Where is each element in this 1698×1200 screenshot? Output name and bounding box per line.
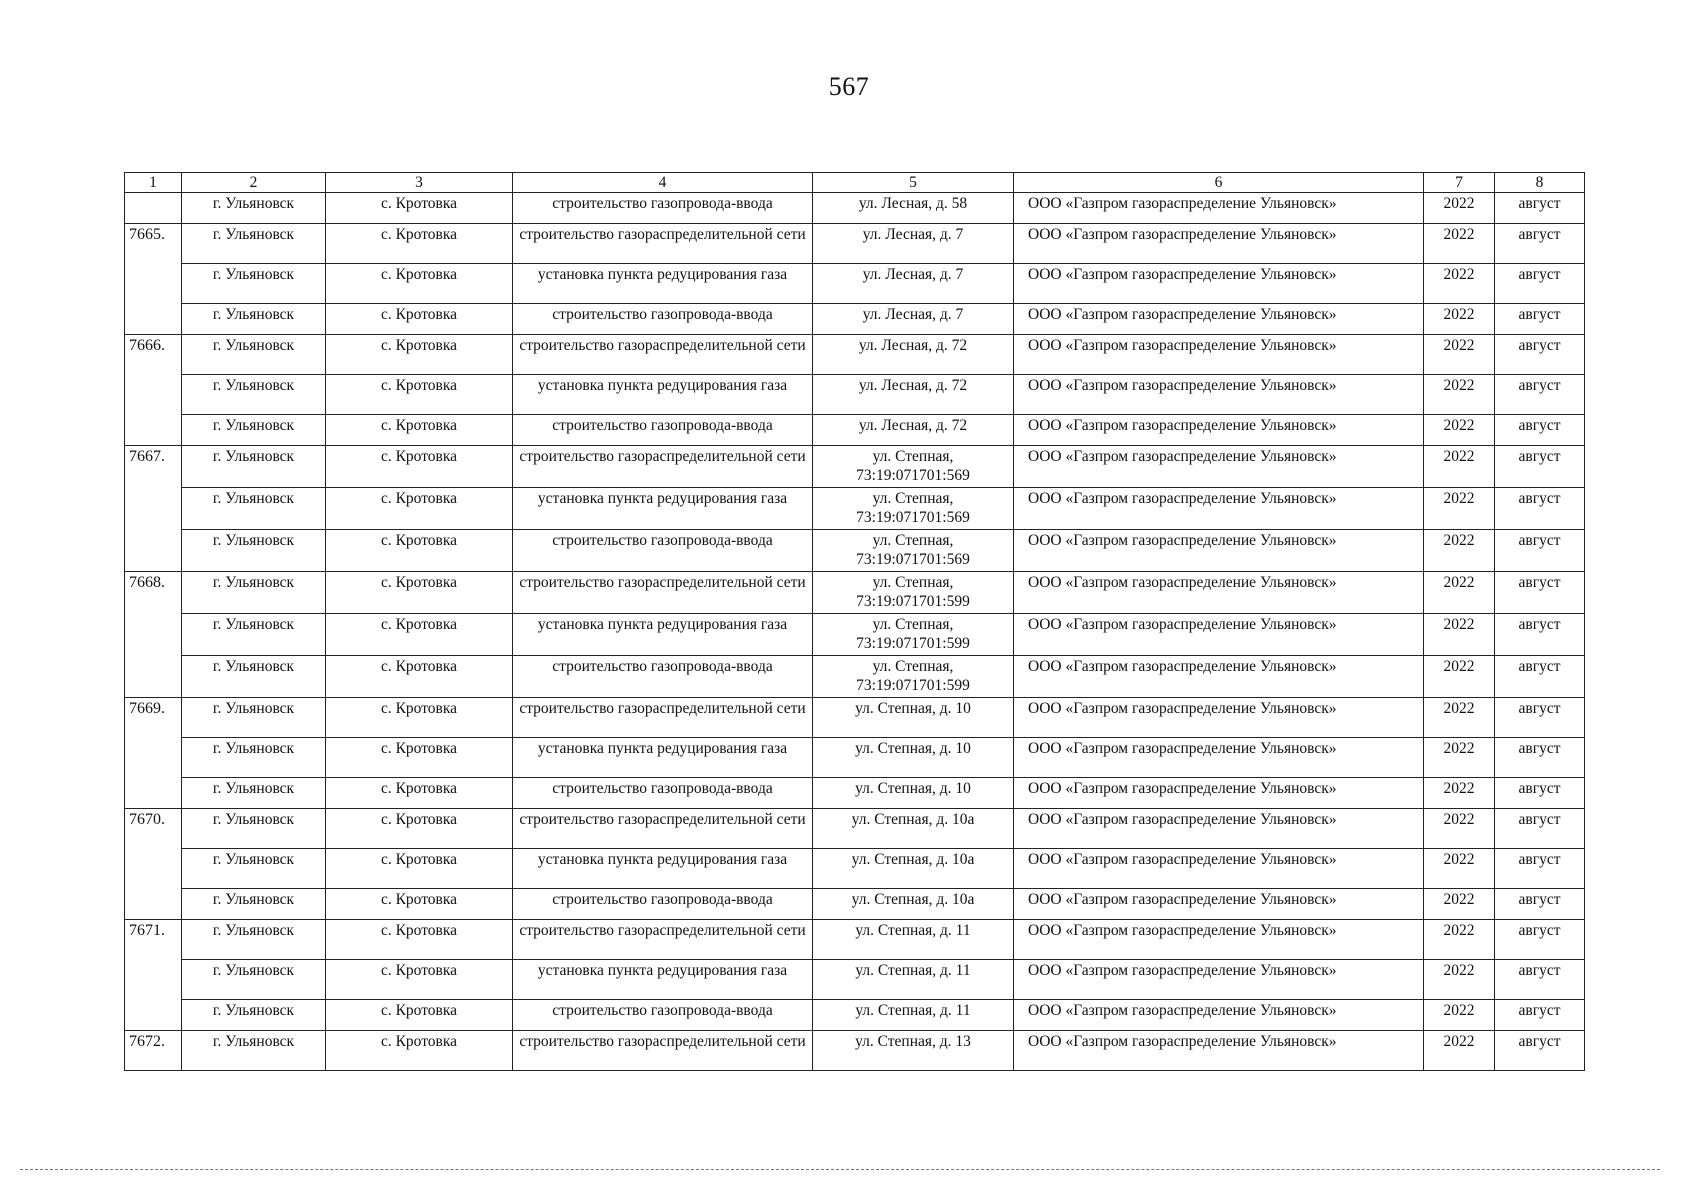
organization-cell: ООО «Газпром газораспределение Ульяновск» bbox=[1014, 1000, 1424, 1031]
row-number-cell bbox=[125, 193, 182, 224]
year-cell: 2022 bbox=[1424, 1031, 1495, 1071]
organization-cell: ООО «Газпром газораспределение Ульяновск» bbox=[1014, 264, 1424, 304]
organization-cell: ООО «Газпром газораспределение Ульяновск» bbox=[1014, 335, 1424, 375]
organization-cell: ООО «Газпром газораспределение Ульяновск» bbox=[1014, 698, 1424, 738]
city-cell: г. Ульяновск bbox=[182, 572, 326, 614]
table-row bbox=[125, 488, 1585, 530]
work-type-cell: установка пункта редуцирования газа bbox=[513, 264, 813, 304]
row-number-cell bbox=[125, 415, 182, 446]
row-number-cell bbox=[125, 304, 182, 335]
city-cell: г. Ульяновск bbox=[182, 335, 326, 375]
table-row bbox=[125, 224, 1585, 264]
address-cell: ул. Степная, 73:19:071701:599 bbox=[813, 656, 1014, 698]
year-cell: 2022 bbox=[1424, 809, 1495, 849]
city-cell: г. Ульяновск bbox=[182, 614, 326, 656]
table-row bbox=[125, 889, 1585, 920]
village-cell: с. Кротовка bbox=[326, 809, 513, 849]
year-cell: 2022 bbox=[1424, 415, 1495, 446]
month-cell: август bbox=[1495, 1031, 1585, 1071]
month-cell: август bbox=[1495, 193, 1585, 224]
table-row bbox=[125, 375, 1585, 415]
row-number-cell: 7671. bbox=[125, 920, 182, 960]
work-type-cell: установка пункта редуцирования газа bbox=[513, 960, 813, 1000]
village-cell: с. Кротовка bbox=[326, 193, 513, 224]
document-table-container bbox=[124, 172, 1584, 1071]
table-row bbox=[125, 738, 1585, 778]
year-cell: 2022 bbox=[1424, 698, 1495, 738]
month-cell: август bbox=[1495, 960, 1585, 1000]
organization-cell: ООО «Газпром газораспределение Ульяновск» bbox=[1014, 1031, 1424, 1071]
village-cell: с. Кротовка bbox=[326, 530, 513, 572]
organization-cell: ООО «Газпром газораспределение Ульяновск» bbox=[1014, 614, 1424, 656]
header-cell-1: 1 bbox=[125, 173, 182, 193]
work-type-cell: строительство газораспределительной сети bbox=[513, 224, 813, 264]
city-cell: г. Ульяновск bbox=[182, 193, 326, 224]
address-cell: ул. Лесная, д. 72 bbox=[813, 375, 1014, 415]
work-type-cell: строительство газораспределительной сети bbox=[513, 698, 813, 738]
table-row bbox=[125, 1000, 1585, 1031]
city-cell: г. Ульяновск bbox=[182, 530, 326, 572]
work-type-cell: строительство газораспределительной сети bbox=[513, 809, 813, 849]
address-cell: ул. Степная, д. 13 bbox=[813, 1031, 1014, 1071]
village-cell: с. Кротовка bbox=[326, 375, 513, 415]
month-cell: август bbox=[1495, 1000, 1585, 1031]
address-cell: ул. Лесная, д. 7 bbox=[813, 264, 1014, 304]
bottom-scan-edge-line bbox=[20, 1169, 1660, 1170]
organization-cell: ООО «Газпром газораспределение Ульяновск» bbox=[1014, 488, 1424, 530]
header-cell-6: 6 bbox=[1014, 173, 1424, 193]
city-cell: г. Ульяновск bbox=[182, 224, 326, 264]
row-number-cell bbox=[125, 375, 182, 415]
row-number-cell bbox=[125, 849, 182, 889]
organization-cell: ООО «Газпром газораспределение Ульяновск» bbox=[1014, 656, 1424, 698]
row-number-cell bbox=[125, 960, 182, 1000]
month-cell: август bbox=[1495, 656, 1585, 698]
village-cell: с. Кротовка bbox=[326, 614, 513, 656]
village-cell: с. Кротовка bbox=[326, 224, 513, 264]
work-type-cell: строительство газораспределительной сети bbox=[513, 1031, 813, 1071]
city-cell: г. Ульяновск bbox=[182, 889, 326, 920]
address-cell: ул. Степная, д. 10а bbox=[813, 809, 1014, 849]
address-cell: ул. Степная, 73:19:071701:569 bbox=[813, 446, 1014, 488]
table-row bbox=[125, 960, 1585, 1000]
month-cell: август bbox=[1495, 614, 1585, 656]
work-type-cell: строительство газопровода-ввода bbox=[513, 304, 813, 335]
city-cell: г. Ульяновск bbox=[182, 849, 326, 889]
table-row bbox=[125, 415, 1585, 446]
organization-cell: ООО «Газпром газораспределение Ульяновск» bbox=[1014, 572, 1424, 614]
month-cell: август bbox=[1495, 849, 1585, 889]
month-cell: август bbox=[1495, 488, 1585, 530]
village-cell: с. Кротовка bbox=[326, 656, 513, 698]
work-type-cell: установка пункта редуцирования газа bbox=[513, 738, 813, 778]
year-cell: 2022 bbox=[1424, 960, 1495, 1000]
village-cell: с. Кротовка bbox=[326, 1031, 513, 1071]
organization-cell: ООО «Газпром газораспределение Ульяновск» bbox=[1014, 920, 1424, 960]
row-number-cell: 7672. bbox=[125, 1031, 182, 1071]
work-type-cell: строительство газопровода-ввода bbox=[513, 889, 813, 920]
month-cell: август bbox=[1495, 224, 1585, 264]
address-cell: ул. Степная, д. 10 bbox=[813, 698, 1014, 738]
address-cell: ул. Степная, д. 10 bbox=[813, 738, 1014, 778]
row-number-cell: 7670. bbox=[125, 809, 182, 849]
row-number-cell: 7668. bbox=[125, 572, 182, 614]
address-cell: ул. Лесная, д. 72 bbox=[813, 335, 1014, 375]
work-type-cell: установка пункта редуцирования газа bbox=[513, 375, 813, 415]
work-type-cell: строительство газопровода-ввода bbox=[513, 1000, 813, 1031]
row-number-cell bbox=[125, 530, 182, 572]
organization-cell: ООО «Газпром газораспределение Ульяновск» bbox=[1014, 224, 1424, 264]
village-cell: с. Кротовка bbox=[326, 738, 513, 778]
month-cell: август bbox=[1495, 698, 1585, 738]
header-row bbox=[125, 173, 1585, 193]
city-cell: г. Ульяновск bbox=[182, 1000, 326, 1031]
header-cell-3: 3 bbox=[326, 173, 513, 193]
row-number-cell bbox=[125, 778, 182, 809]
work-type-cell: строительство газораспределительной сети bbox=[513, 920, 813, 960]
month-cell: август bbox=[1495, 738, 1585, 778]
organization-cell: ООО «Газпром газораспределение Ульяновск» bbox=[1014, 304, 1424, 335]
row-number-cell bbox=[125, 889, 182, 920]
month-cell: август bbox=[1495, 809, 1585, 849]
month-cell: август bbox=[1495, 778, 1585, 809]
table-body bbox=[125, 193, 1585, 1071]
row-number-cell: 7667. bbox=[125, 446, 182, 488]
row-number-cell bbox=[125, 488, 182, 530]
table-row bbox=[125, 335, 1585, 375]
village-cell: с. Кротовка bbox=[326, 1000, 513, 1031]
work-type-cell: строительство газораспределительной сети bbox=[513, 572, 813, 614]
address-cell: ул. Степная, 73:19:071701:569 bbox=[813, 530, 1014, 572]
address-cell: ул. Степная, д. 10 bbox=[813, 778, 1014, 809]
page-number: 567 bbox=[828, 72, 870, 101]
city-cell: г. Ульяновск bbox=[182, 446, 326, 488]
village-cell: с. Кротовка bbox=[326, 778, 513, 809]
address-cell: ул. Лесная, д. 72 bbox=[813, 415, 1014, 446]
organization-cell: ООО «Газпром газораспределение Ульяновск» bbox=[1014, 530, 1424, 572]
month-cell: август bbox=[1495, 920, 1585, 960]
table-row bbox=[125, 446, 1585, 488]
village-cell: с. Кротовка bbox=[326, 572, 513, 614]
city-cell: г. Ульяновск bbox=[182, 920, 326, 960]
village-cell: с. Кротовка bbox=[326, 698, 513, 738]
table-row bbox=[125, 656, 1585, 698]
header-cell-5: 5 bbox=[813, 173, 1014, 193]
year-cell: 2022 bbox=[1424, 304, 1495, 335]
month-cell: август bbox=[1495, 530, 1585, 572]
year-cell: 2022 bbox=[1424, 193, 1495, 224]
address-cell: ул. Степная, д. 11 bbox=[813, 920, 1014, 960]
header-cell-4: 4 bbox=[513, 173, 813, 193]
month-cell: август bbox=[1495, 304, 1585, 335]
village-cell: с. Кротовка bbox=[326, 849, 513, 889]
address-cell: ул. Степная, д. 11 bbox=[813, 1000, 1014, 1031]
city-cell: г. Ульяновск bbox=[182, 415, 326, 446]
organization-cell: ООО «Газпром газораспределение Ульяновск» bbox=[1014, 778, 1424, 809]
header-cell-8: 8 bbox=[1495, 173, 1585, 193]
header-cell-7: 7 bbox=[1424, 173, 1495, 193]
year-cell: 2022 bbox=[1424, 738, 1495, 778]
address-cell: ул. Степная, д. 10а bbox=[813, 889, 1014, 920]
year-cell: 2022 bbox=[1424, 572, 1495, 614]
city-cell: г. Ульяновск bbox=[182, 488, 326, 530]
work-type-cell: установка пункта редуцирования газа bbox=[513, 614, 813, 656]
row-number-cell bbox=[125, 614, 182, 656]
year-cell: 2022 bbox=[1424, 488, 1495, 530]
organization-cell: ООО «Газпром газораспределение Ульяновск» bbox=[1014, 446, 1424, 488]
year-cell: 2022 bbox=[1424, 375, 1495, 415]
village-cell: с. Кротовка bbox=[326, 960, 513, 1000]
organization-cell: ООО «Газпром газораспределение Ульяновск» bbox=[1014, 889, 1424, 920]
work-type-cell: строительство газопровода-ввода bbox=[513, 530, 813, 572]
month-cell: август bbox=[1495, 415, 1585, 446]
city-cell: г. Ульяновск bbox=[182, 809, 326, 849]
village-cell: с. Кротовка bbox=[326, 920, 513, 960]
city-cell: г. Ульяновск bbox=[182, 375, 326, 415]
village-cell: с. Кротовка bbox=[326, 264, 513, 304]
work-type-cell: строительство газораспределительной сети bbox=[513, 335, 813, 375]
work-type-cell: установка пункта редуцирования газа bbox=[513, 488, 813, 530]
month-cell: август bbox=[1495, 889, 1585, 920]
village-cell: с. Кротовка bbox=[326, 304, 513, 335]
month-cell: август bbox=[1495, 446, 1585, 488]
address-cell: ул. Степная, д. 11 bbox=[813, 960, 1014, 1000]
row-number-cell: 7669. bbox=[125, 698, 182, 738]
year-cell: 2022 bbox=[1424, 920, 1495, 960]
village-cell: с. Кротовка bbox=[326, 889, 513, 920]
year-cell: 2022 bbox=[1424, 656, 1495, 698]
month-cell: август bbox=[1495, 572, 1585, 614]
table-row bbox=[125, 530, 1585, 572]
address-cell: ул. Степная, 73:19:071701:599 bbox=[813, 614, 1014, 656]
month-cell: август bbox=[1495, 335, 1585, 375]
village-cell: с. Кротовка bbox=[326, 415, 513, 446]
city-cell: г. Ульяновск bbox=[182, 960, 326, 1000]
year-cell: 2022 bbox=[1424, 1000, 1495, 1031]
table-row bbox=[125, 849, 1585, 889]
work-type-cell: строительство газопровода-ввода bbox=[513, 656, 813, 698]
row-number-cell bbox=[125, 264, 182, 304]
organization-cell: ООО «Газпром газораспределение Ульяновск» bbox=[1014, 738, 1424, 778]
city-cell: г. Ульяновск bbox=[182, 778, 326, 809]
organization-cell: ООО «Газпром газораспределение Ульяновск» bbox=[1014, 375, 1424, 415]
row-number-cell bbox=[125, 738, 182, 778]
city-cell: г. Ульяновск bbox=[182, 1031, 326, 1071]
year-cell: 2022 bbox=[1424, 614, 1495, 656]
row-number-cell bbox=[125, 1000, 182, 1031]
table-row bbox=[125, 778, 1585, 809]
work-type-cell: строительство газопровода-ввода bbox=[513, 778, 813, 809]
organization-cell: ООО «Газпром газораспределение Ульяновск» bbox=[1014, 809, 1424, 849]
city-cell: г. Ульяновск bbox=[182, 698, 326, 738]
address-cell: ул. Лесная, д. 7 bbox=[813, 224, 1014, 264]
year-cell: 2022 bbox=[1424, 224, 1495, 264]
village-cell: с. Кротовка bbox=[326, 488, 513, 530]
work-type-cell: строительство газопровода-ввода bbox=[513, 415, 813, 446]
organization-cell: ООО «Газпром газораспределение Ульяновск» bbox=[1014, 960, 1424, 1000]
row-number-cell: 7665. bbox=[125, 224, 182, 264]
organization-cell: ООО «Газпром газораспределение Ульяновск» bbox=[1014, 415, 1424, 446]
table-row bbox=[125, 193, 1585, 224]
address-cell: ул. Лесная, д. 58 bbox=[813, 193, 1014, 224]
village-cell: с. Кротовка bbox=[326, 446, 513, 488]
city-cell: г. Ульяновск bbox=[182, 264, 326, 304]
row-number-cell bbox=[125, 656, 182, 698]
year-cell: 2022 bbox=[1424, 530, 1495, 572]
table-row bbox=[125, 698, 1585, 738]
table-row bbox=[125, 572, 1585, 614]
year-cell: 2022 bbox=[1424, 446, 1495, 488]
city-cell: г. Ульяновск bbox=[182, 304, 326, 335]
city-cell: г. Ульяновск bbox=[182, 738, 326, 778]
address-cell: ул. Степная, 73:19:071701:599 bbox=[813, 572, 1014, 614]
table-row bbox=[125, 809, 1585, 849]
organization-cell: ООО «Газпром газораспределение Ульяновск» bbox=[1014, 193, 1424, 224]
table-row bbox=[125, 1031, 1585, 1071]
organization-cell: ООО «Газпром газораспределение Ульяновск» bbox=[1014, 849, 1424, 889]
table-row bbox=[125, 920, 1585, 960]
table-row bbox=[125, 304, 1585, 335]
address-cell: ул. Степная, 73:19:071701:569 bbox=[813, 488, 1014, 530]
work-type-cell: строительство газораспределительной сети bbox=[513, 446, 813, 488]
year-cell: 2022 bbox=[1424, 849, 1495, 889]
table-row bbox=[125, 614, 1585, 656]
city-cell: г. Ульяновск bbox=[182, 656, 326, 698]
month-cell: август bbox=[1495, 375, 1585, 415]
year-cell: 2022 bbox=[1424, 778, 1495, 809]
work-type-cell: строительство газопровода-ввода bbox=[513, 193, 813, 224]
table-row bbox=[125, 264, 1585, 304]
row-number-cell: 7666. bbox=[125, 335, 182, 375]
address-cell: ул. Степная, д. 10а bbox=[813, 849, 1014, 889]
header-cell-2: 2 bbox=[182, 173, 326, 193]
year-cell: 2022 bbox=[1424, 889, 1495, 920]
year-cell: 2022 bbox=[1424, 335, 1495, 375]
month-cell: август bbox=[1495, 264, 1585, 304]
document-table bbox=[124, 172, 1585, 1071]
village-cell: с. Кротовка bbox=[326, 335, 513, 375]
work-type-cell: установка пункта редуцирования газа bbox=[513, 849, 813, 889]
year-cell: 2022 bbox=[1424, 264, 1495, 304]
address-cell: ул. Лесная, д. 7 bbox=[813, 304, 1014, 335]
